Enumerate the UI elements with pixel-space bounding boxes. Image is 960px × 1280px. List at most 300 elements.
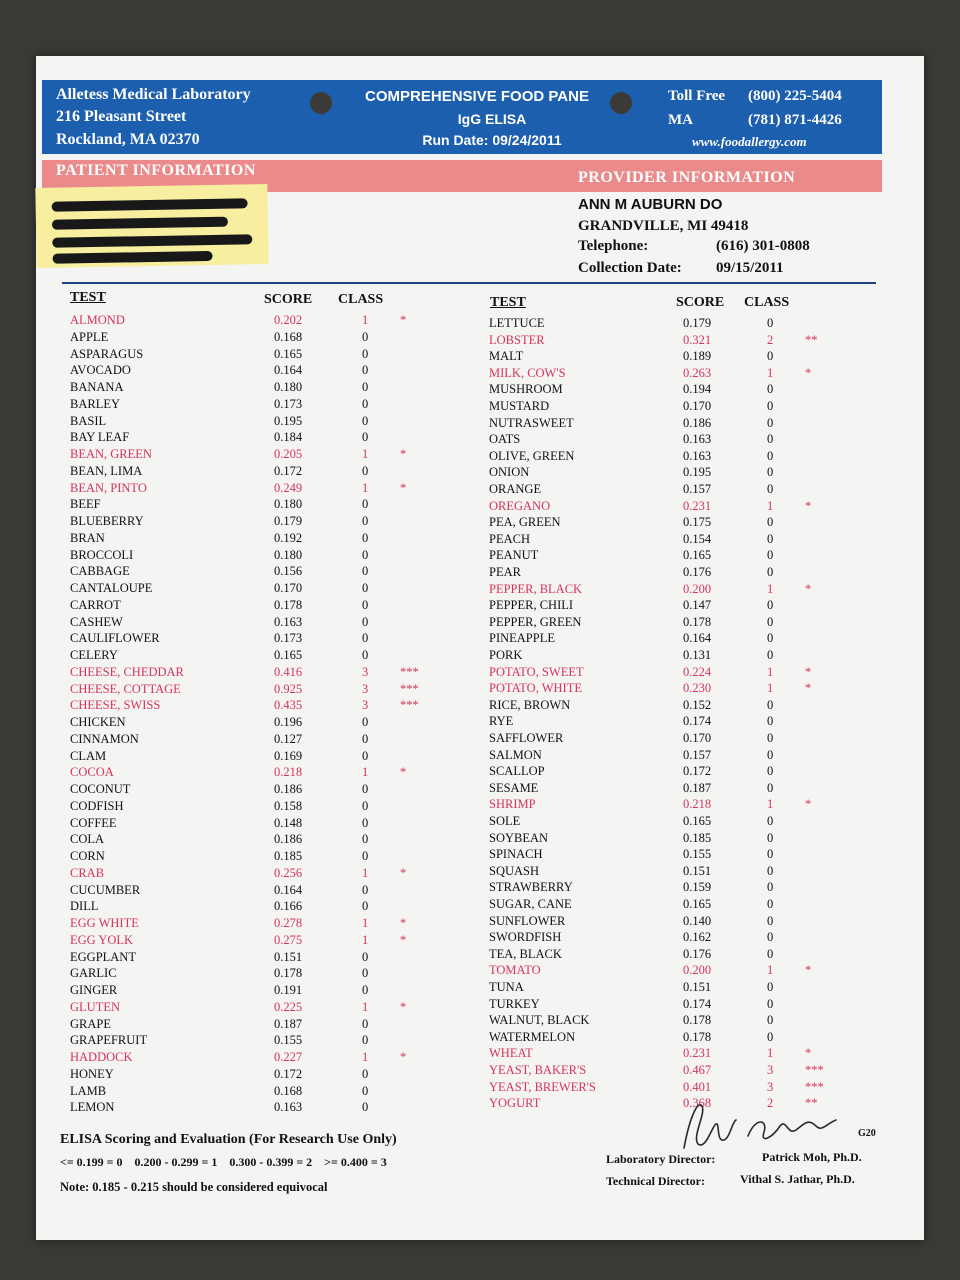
report-subtitle: IgG ELISA xyxy=(457,111,527,127)
result-row xyxy=(489,465,889,482)
test-name: ONION xyxy=(489,465,530,480)
result-row xyxy=(70,832,470,849)
result-row xyxy=(489,897,889,914)
test-score: 0.185 xyxy=(683,830,712,845)
test-score: 0.231 xyxy=(683,1046,712,1061)
test-class: 1 xyxy=(767,963,774,978)
result-row xyxy=(70,1084,470,1101)
test-class: 0 xyxy=(767,399,774,413)
run-date: Run Date: 09/24/2011 xyxy=(422,132,562,148)
lab-name: Alletess Medical Laboratory xyxy=(56,86,251,103)
test-score: 0.163 xyxy=(274,614,303,629)
test-flag: * xyxy=(400,916,407,930)
test-score: 0.174 xyxy=(683,996,712,1011)
test-class: 1 xyxy=(767,681,774,696)
test-score: 0.202 xyxy=(274,313,303,327)
test-class: 0 xyxy=(767,897,774,911)
result-row xyxy=(70,849,470,866)
test-flag: * xyxy=(400,765,407,780)
test-class: 0 xyxy=(767,747,774,762)
test-name: PEAR xyxy=(489,565,521,579)
result-row xyxy=(489,565,889,582)
test-class: 1 xyxy=(362,999,369,1014)
test-class: 1 xyxy=(767,1046,774,1061)
test-name: OATS xyxy=(489,432,521,447)
ma-number: (781) 871-4426 xyxy=(748,112,842,128)
result-row xyxy=(70,430,470,447)
result-row xyxy=(70,682,470,699)
result-row xyxy=(489,665,889,682)
test-name: CASHEW xyxy=(70,614,123,629)
result-row xyxy=(70,548,470,565)
result-row xyxy=(489,698,889,715)
test-score: 0.176 xyxy=(683,946,712,961)
test-name: CARROT xyxy=(70,597,121,612)
test-class: 0 xyxy=(362,631,369,646)
redaction-mark xyxy=(52,234,252,247)
test-flag: * xyxy=(805,1046,812,1061)
test-class: 1 xyxy=(767,365,774,380)
result-row xyxy=(489,1063,889,1080)
test-class: 0 xyxy=(362,782,369,796)
test-class: 0 xyxy=(362,413,369,428)
test-name: HONEY xyxy=(70,1066,114,1081)
test-score: 0.140 xyxy=(683,913,712,928)
test-name: SCALLOP xyxy=(489,764,545,779)
result-row xyxy=(70,397,470,414)
test-score: 0.162 xyxy=(683,930,712,945)
test-name: TUNA xyxy=(489,980,524,994)
test-name: BEAN, PINTO xyxy=(70,480,147,495)
redaction-sticky-note xyxy=(35,184,268,268)
result-row xyxy=(70,531,470,548)
result-row xyxy=(70,464,470,481)
test-score: 0.148 xyxy=(274,815,303,830)
test-score: 0.163 xyxy=(274,1100,303,1115)
test-name: ORANGE xyxy=(489,482,542,496)
left-score-header: SCORE xyxy=(264,292,313,307)
test-class: 1 xyxy=(767,797,774,812)
test-name: APPLE xyxy=(70,329,109,344)
test-score: 0.231 xyxy=(683,498,712,513)
result-row xyxy=(70,631,470,648)
result-row xyxy=(70,916,470,933)
test-class: 0 xyxy=(767,598,774,613)
test-score: 0.155 xyxy=(274,1033,303,1048)
test-class: 1 xyxy=(362,765,369,780)
test-class: 0 xyxy=(362,463,369,478)
test-score: 0.131 xyxy=(683,648,712,662)
test-class: 0 xyxy=(362,715,369,729)
test-score: 0.184 xyxy=(274,430,303,445)
test-class: 1 xyxy=(362,313,369,327)
test-flag: * xyxy=(805,581,812,596)
test-class: 0 xyxy=(767,415,774,430)
test-class: 0 xyxy=(767,930,774,945)
test-class: 0 xyxy=(362,1083,369,1098)
test-score: 0.218 xyxy=(274,765,303,780)
test-score: 0.166 xyxy=(274,899,303,914)
test-name: TEA, BLACK xyxy=(489,946,562,961)
test-score: 0.186 xyxy=(683,415,712,430)
result-row xyxy=(489,499,889,516)
result-row xyxy=(70,648,470,665)
test-score: 0.178 xyxy=(274,597,303,612)
test-class: 0 xyxy=(362,815,369,830)
test-class: 0 xyxy=(362,581,369,595)
result-row xyxy=(70,950,470,967)
test-name: CAULIFLOWER xyxy=(70,631,160,646)
test-class: 2 xyxy=(767,332,774,347)
test-name: CODFISH xyxy=(70,798,124,813)
test-class: 0 xyxy=(767,1013,774,1028)
test-class: 1 xyxy=(767,498,774,513)
test-class: 0 xyxy=(362,380,369,394)
test-name: LEMON xyxy=(70,1100,115,1115)
result-row xyxy=(489,1013,889,1030)
test-name: COFFEE xyxy=(70,815,117,830)
result-row xyxy=(489,947,889,964)
test-flag: * xyxy=(805,365,812,380)
test-score: 0.205 xyxy=(274,447,303,461)
test-score: 0.172 xyxy=(683,764,712,779)
test-name: BEEF xyxy=(70,497,101,512)
test-flag: ** xyxy=(805,1096,818,1111)
result-row xyxy=(489,864,889,881)
report-title: COMPREHENSIVE FOOD PANE xyxy=(365,88,589,105)
result-row xyxy=(489,731,889,748)
result-row xyxy=(489,748,889,765)
result-row xyxy=(70,447,470,464)
test-score: 0.416 xyxy=(274,664,303,679)
test-name: SESAME xyxy=(489,780,539,795)
test-class: 1 xyxy=(362,865,369,880)
result-row xyxy=(70,330,470,347)
result-row xyxy=(70,1033,470,1050)
test-name: SOYBEAN xyxy=(489,830,549,845)
result-row xyxy=(70,983,470,1000)
lab-director-name: Patrick Moh, Ph.D. xyxy=(762,1150,862,1164)
test-score: 0.275 xyxy=(274,932,303,947)
test-name: YEAST, BREWER'S xyxy=(489,1079,596,1094)
test-score: 0.170 xyxy=(683,399,712,413)
test-class: 0 xyxy=(767,946,774,961)
test-class: 0 xyxy=(767,1029,774,1044)
test-score: 0.147 xyxy=(683,598,712,613)
test-name: LOBSTER xyxy=(489,332,545,347)
test-name: POTATO, SWEET xyxy=(489,664,584,679)
result-row xyxy=(489,449,889,466)
test-name: GINGER xyxy=(70,983,118,997)
result-row xyxy=(70,1000,470,1017)
test-flag: * xyxy=(805,664,812,679)
result-row xyxy=(489,416,889,433)
result-row xyxy=(489,1046,889,1063)
test-class: 0 xyxy=(767,515,774,530)
test-flag: * xyxy=(400,999,407,1014)
result-row xyxy=(70,380,470,397)
result-row xyxy=(70,665,470,682)
punch-hole xyxy=(310,92,332,114)
test-name: COCONUT xyxy=(70,782,131,796)
result-row xyxy=(70,799,470,816)
test-class: 2 xyxy=(767,1096,774,1111)
test-flag: * xyxy=(400,447,407,461)
test-score: 0.164 xyxy=(683,631,712,646)
test-class: 0 xyxy=(362,530,369,545)
test-name: AVOCADO xyxy=(70,363,131,378)
test-name: SUNFLOWER xyxy=(489,913,566,928)
test-score: 0.169 xyxy=(274,748,303,763)
result-row xyxy=(489,814,889,831)
test-flag: * xyxy=(400,313,407,327)
test-score: 0.155 xyxy=(683,847,712,862)
test-score: 0.174 xyxy=(683,714,712,729)
test-name: PEANUT xyxy=(489,548,539,563)
test-class: 0 xyxy=(767,531,774,546)
redaction-mark xyxy=(52,217,228,230)
result-row xyxy=(70,1050,470,1067)
test-name: SAFFLOWER xyxy=(489,731,564,745)
test-name: CUCUMBER xyxy=(70,882,141,897)
test-score: 0.172 xyxy=(274,1066,303,1081)
director-signature xyxy=(676,1096,856,1156)
test-class: 0 xyxy=(767,548,774,563)
test-class: 0 xyxy=(362,849,369,863)
result-row xyxy=(489,797,889,814)
test-class: 0 xyxy=(362,1100,369,1115)
test-name: PORK xyxy=(489,648,523,662)
test-class: 1 xyxy=(362,916,369,930)
test-score: 0.194 xyxy=(683,382,712,397)
test-score: 0.321 xyxy=(683,332,712,347)
test-flag: ** xyxy=(805,332,818,347)
result-row xyxy=(489,880,889,897)
result-row xyxy=(489,831,889,848)
test-class: 0 xyxy=(767,847,774,862)
test-score: 0.186 xyxy=(274,782,303,796)
test-score: 0.368 xyxy=(683,1096,712,1111)
test-class: 0 xyxy=(767,780,774,795)
test-name: SHRIMP xyxy=(489,797,536,812)
test-score: 0.256 xyxy=(274,865,303,880)
test-name: CHEESE, SWISS xyxy=(70,698,161,713)
result-row xyxy=(70,363,470,380)
test-name: WATERMELON xyxy=(489,1029,576,1044)
test-class: 0 xyxy=(767,996,774,1011)
lab-city: Rockland, MA 02370 xyxy=(56,131,200,148)
test-name: CLAM xyxy=(70,748,107,763)
test-class: 3 xyxy=(362,681,369,696)
test-class: 0 xyxy=(362,1033,369,1048)
test-name: COLA xyxy=(70,832,105,847)
result-row xyxy=(489,349,889,366)
test-flag: * xyxy=(400,480,407,495)
result-row xyxy=(70,615,470,632)
lab-street: 216 Pleasant Street xyxy=(56,108,187,125)
test-class: 0 xyxy=(767,814,774,828)
lab-director-label: Laboratory Director: xyxy=(606,1152,716,1166)
test-name: EGG WHITE xyxy=(70,916,139,930)
test-score: 0.180 xyxy=(274,497,303,512)
test-name: POTATO, WHITE xyxy=(489,681,582,696)
test-name: CORN xyxy=(70,849,105,863)
test-score: 0.249 xyxy=(274,480,303,495)
result-row xyxy=(489,399,889,416)
test-name: CHEESE, COTTAGE xyxy=(70,681,181,696)
test-class: 0 xyxy=(767,316,774,330)
test-name: CABBAGE xyxy=(70,564,130,579)
result-row xyxy=(489,548,889,565)
test-name: PEPPER, CHILI xyxy=(489,598,574,613)
test-name: BEAN, LIMA xyxy=(70,463,143,478)
test-name: PEPPER, GREEN xyxy=(489,614,582,629)
test-name: PEA, GREEN xyxy=(489,515,561,530)
right-score-header: SCORE xyxy=(676,295,725,310)
result-row xyxy=(489,963,889,980)
result-row xyxy=(70,782,470,799)
test-flag: * xyxy=(400,1050,407,1064)
result-row xyxy=(70,816,470,833)
test-class: 0 xyxy=(767,432,774,447)
test-name: LETTUCE xyxy=(489,316,545,330)
result-row xyxy=(489,914,889,931)
test-score: 0.151 xyxy=(683,980,712,994)
test-class: 1 xyxy=(362,1050,369,1064)
test-score: 0.178 xyxy=(683,614,712,629)
test-score: 0.172 xyxy=(274,463,303,478)
test-name: BASIL xyxy=(70,413,107,428)
test-class: 0 xyxy=(767,830,774,845)
scoring-title: ELISA Scoring and Evaluation (For Research Use Only) xyxy=(60,1132,397,1147)
test-score: 0.165 xyxy=(683,897,712,911)
provider-info-label: PROVIDER INFORMATION xyxy=(578,169,796,186)
test-class: 0 xyxy=(362,731,369,746)
test-score: 0.195 xyxy=(683,465,712,480)
test-score: 0.186 xyxy=(274,832,303,847)
test-score: 0.185 xyxy=(274,849,303,863)
scoring-ranges: <= 0.199 = 0 0.200 - 0.299 = 1 0.300 - 0.399 = 2 >= 0.400 = 3 xyxy=(60,1155,387,1169)
left-test-header: TEST xyxy=(70,290,106,305)
test-score: 0.165 xyxy=(274,648,303,662)
test-flag: * xyxy=(805,498,812,513)
test-class: 1 xyxy=(767,664,774,679)
result-row xyxy=(70,749,470,766)
test-score: 0.179 xyxy=(274,514,303,528)
test-score: 0.165 xyxy=(683,548,712,563)
result-row xyxy=(489,648,889,665)
test-name: MUSTARD xyxy=(489,399,550,413)
test-name: MALT xyxy=(489,349,524,364)
test-class: 1 xyxy=(767,581,774,596)
test-name: WHEAT xyxy=(489,1046,533,1061)
test-score: 0.175 xyxy=(683,515,712,530)
test-name: BARLEY xyxy=(70,396,120,411)
test-class: 3 xyxy=(362,698,369,713)
test-flag: *** xyxy=(400,681,419,696)
result-row xyxy=(70,732,470,749)
test-name: DILL xyxy=(70,899,99,914)
test-flag: * xyxy=(400,865,407,880)
test-score: 0.127 xyxy=(274,731,303,746)
result-row xyxy=(70,581,470,598)
result-row xyxy=(489,764,889,781)
ma-label: MA xyxy=(668,112,693,128)
test-score: 0.157 xyxy=(683,482,712,496)
telephone-label: Telephone: xyxy=(578,238,649,254)
test-name: BANANA xyxy=(70,380,124,394)
test-name: ASPARAGUS xyxy=(70,346,144,361)
test-class: 0 xyxy=(362,648,369,662)
toll-free-number: (800) 225-5404 xyxy=(748,88,842,104)
test-name: SQUASH xyxy=(489,863,540,878)
test-score: 0.435 xyxy=(274,698,303,713)
test-class: 0 xyxy=(362,597,369,612)
test-name: EGGPLANT xyxy=(70,949,136,964)
section-divider xyxy=(62,282,876,284)
test-class: 0 xyxy=(767,764,774,779)
test-class: 0 xyxy=(767,648,774,662)
test-name: SUGAR, CANE xyxy=(489,897,572,911)
test-class: 0 xyxy=(767,565,774,579)
equivocal-note: Note: 0.185 - 0.215 should be considered equivocal xyxy=(60,1180,328,1194)
test-name: BAY LEAF xyxy=(70,430,130,445)
test-class: 1 xyxy=(362,480,369,495)
test-score: 0.173 xyxy=(274,396,303,411)
test-class: 3 xyxy=(362,664,369,679)
result-row xyxy=(70,899,470,916)
result-row xyxy=(70,414,470,431)
test-class: 0 xyxy=(767,631,774,646)
test-name: GARLIC xyxy=(70,966,117,981)
test-class: 0 xyxy=(362,1016,369,1031)
test-name: LAMB xyxy=(70,1083,107,1098)
result-row xyxy=(489,316,889,333)
test-name: OLIVE, GREEN xyxy=(489,448,575,463)
test-class: 3 xyxy=(767,1063,774,1077)
test-class: 0 xyxy=(767,465,774,480)
right-class-header: CLASS xyxy=(744,295,790,310)
test-flag: *** xyxy=(805,1063,824,1077)
lab-website: www.foodallergy.com xyxy=(692,134,807,149)
test-name: RICE, BROWN xyxy=(489,697,571,712)
test-name: WALNUT, BLACK xyxy=(489,1013,590,1028)
test-flag: * xyxy=(805,963,812,978)
test-class: 0 xyxy=(362,882,369,897)
test-score: 0.176 xyxy=(683,565,712,579)
test-score: 0.192 xyxy=(274,530,303,545)
result-row xyxy=(70,883,470,900)
test-score: 0.165 xyxy=(274,346,303,361)
test-name: SALMON xyxy=(489,747,542,762)
test-score: 0.180 xyxy=(274,547,303,562)
result-row xyxy=(70,866,470,883)
result-row xyxy=(489,847,889,864)
test-class: 1 xyxy=(362,932,369,947)
result-row xyxy=(70,1067,470,1084)
test-class: 0 xyxy=(767,863,774,878)
test-name: YEAST, BAKER'S xyxy=(489,1063,587,1077)
test-flag: *** xyxy=(400,664,419,679)
result-row xyxy=(70,497,470,514)
test-name: YOGURT xyxy=(489,1096,541,1111)
test-class: 0 xyxy=(767,349,774,364)
test-score: 0.179 xyxy=(683,316,712,330)
test-score: 0.187 xyxy=(683,780,712,795)
test-name: CELERY xyxy=(70,648,118,662)
test-name: COCOA xyxy=(70,765,114,780)
test-class: 3 xyxy=(767,1079,774,1094)
